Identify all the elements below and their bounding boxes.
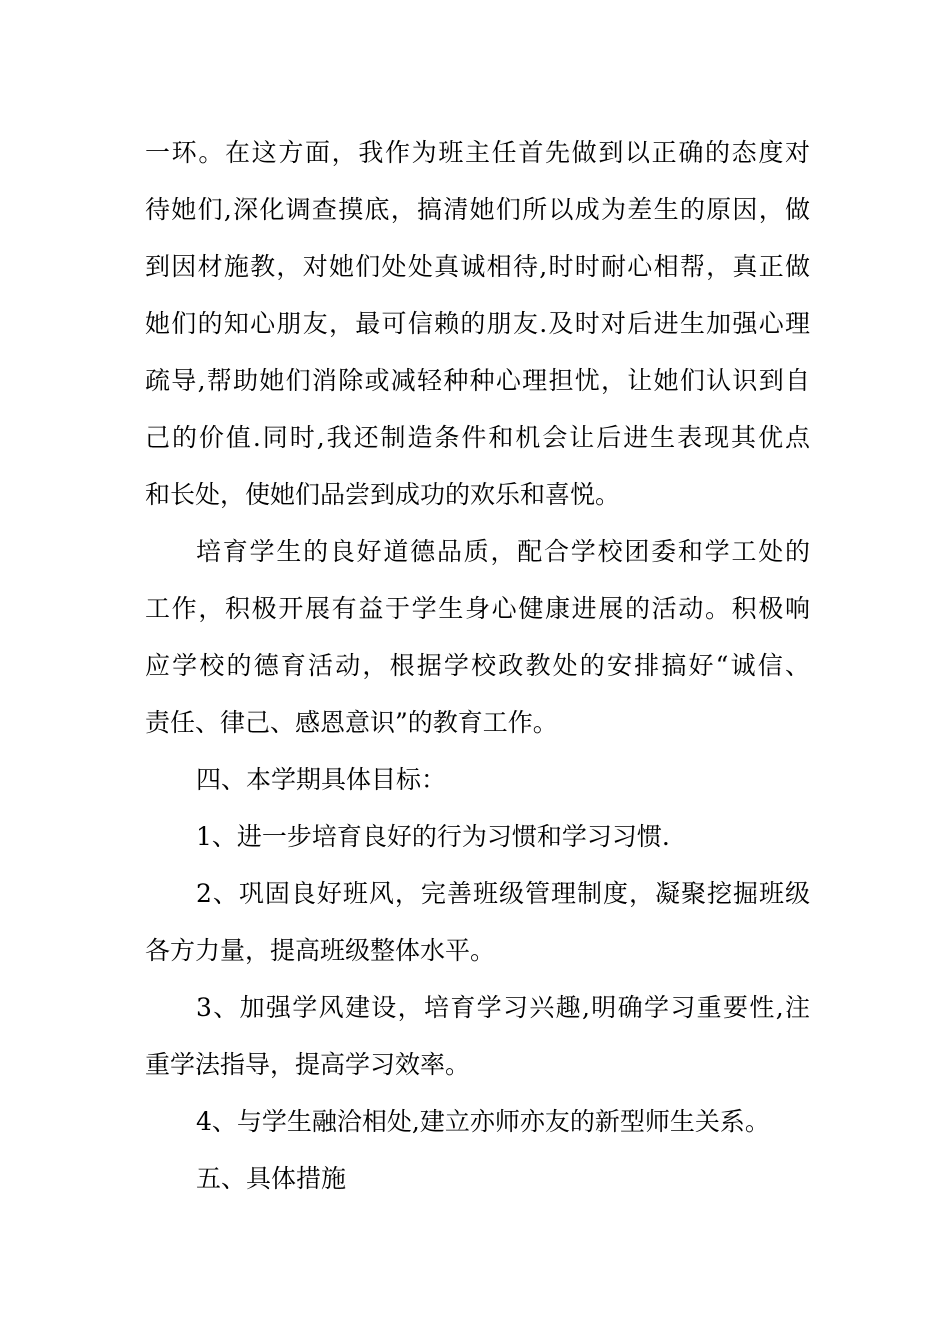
- text-line: 各方力量，提高班级整体水平。: [145, 936, 496, 965]
- text-line: 己的价值.同时,我还制造条件和机会让后进生表现其优点: [145, 423, 810, 452]
- text-line: 应学校的德育活动，根据学校政教处的安排搞好“诚信、: [145, 651, 810, 680]
- text-line: 工作，积极开展有益于学生身心健康进展的活动。积极响: [145, 594, 810, 623]
- text-line: 4、与学生融洽相处,建立亦师亦友的新型师生关系。: [196, 1107, 770, 1136]
- text-line: 一环。在这方面，我作为班主任首先做到以正确的态度对: [145, 138, 810, 167]
- text-line: 她们的知心朋友，最可信赖的朋友.及时对后进生加强心理: [145, 309, 810, 338]
- text-line: 四、本学期具体目标：: [196, 765, 447, 794]
- text-line: 疏导,帮助她们消除或减轻种种心理担忧，让她们认识到自: [145, 366, 810, 395]
- text-line: 待她们,深化调查摸底，搞清她们所以成为差生的原因，做: [145, 195, 810, 224]
- text-line: 3、加强学风建设，培育学习兴趣,明确学习重要性,注: [196, 993, 810, 1022]
- text-line: 五、具体措施: [196, 1164, 347, 1193]
- text-line: 重学法指导，提高学习效率。: [145, 1050, 471, 1079]
- text-line: 培育学生的良好道德品质，配合学校团委和学工处的: [196, 537, 810, 566]
- text-line: 2、巩固良好班风，完善班级管理制度，凝聚挖掘班级: [196, 879, 810, 908]
- text-line: 到因材施教，对她们处处真诚相待,时时耐心相帮，真正做: [145, 252, 810, 281]
- text-line: 和长处，使她们品尝到成功的欢乐和喜悦。: [145, 480, 621, 509]
- text-line: 责任、律己、感恩意识”的教育工作。: [145, 708, 558, 737]
- text-line: 1、进一步培育良好的行为习惯和学习习惯.: [196, 822, 670, 851]
